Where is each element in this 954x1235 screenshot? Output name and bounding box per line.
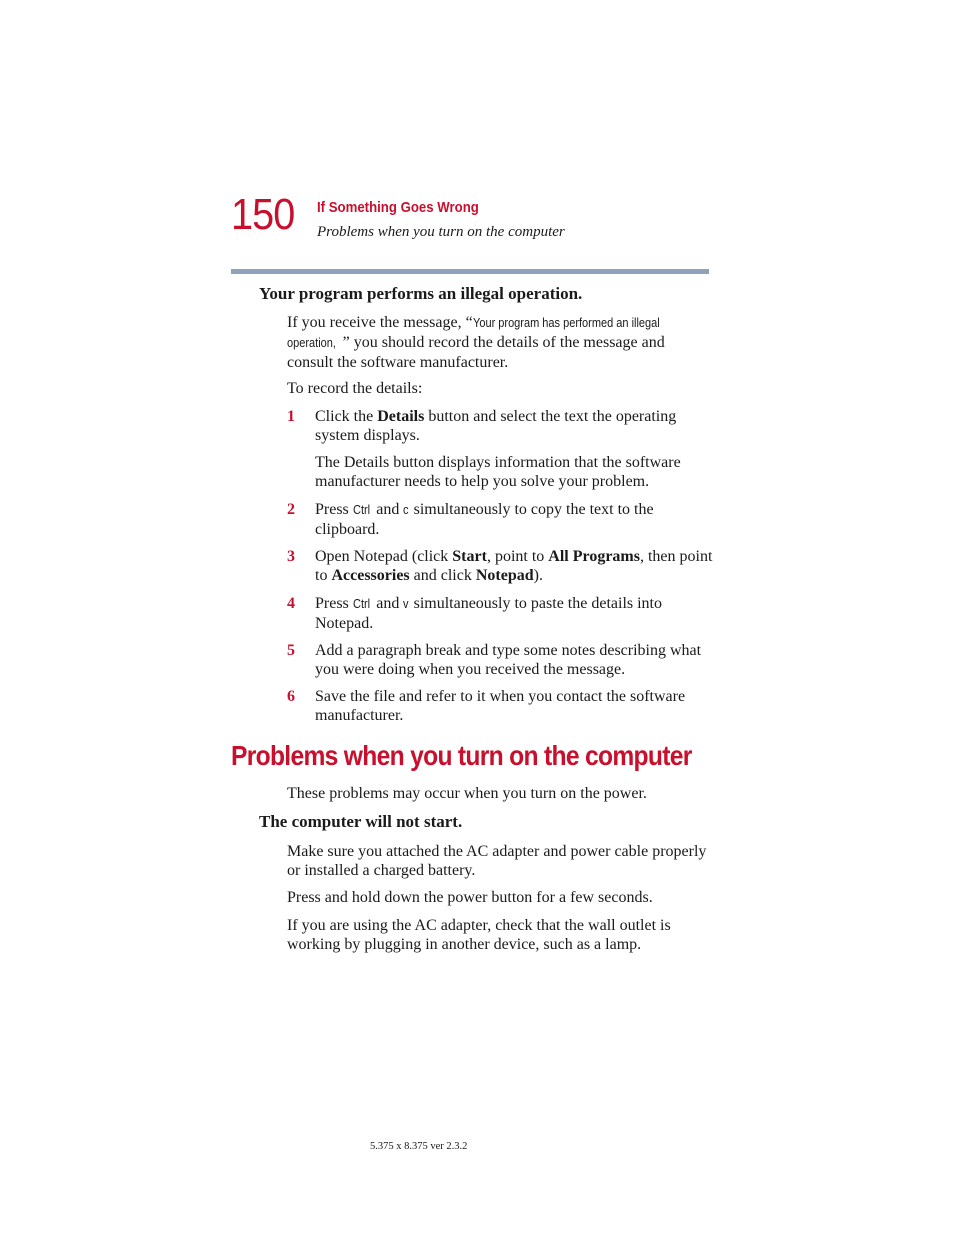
step-text: Add a paragraph break and type some notes describing what you were doing when you received the message. [315,642,702,678]
paragraph-ac-adapter: Make sure you attached the AC adapter and power cable properly or installed a charged battery. [287,843,707,879]
step-note: The Details button displays information that the software manufacturer needs to help you solve your problem. [315,454,681,490]
step-number: 3 [287,548,295,565]
step-text: Press Ctrl and c simultaneously to copy the text to the clipboard. [315,501,654,538]
record-details-text: To record the details: [287,380,423,397]
step-number: 2 [287,501,295,518]
paragraph-power-button: Press and hold down the power button for a few seconds. [287,889,653,906]
key-v: v [403,597,409,611]
step-text: Press Ctrl and v simultaneously to paste the details into Notepad. [315,595,662,632]
message-text-2: operation, [287,336,336,350]
message-text-1: Your program has performed an illegal [472,316,660,330]
footer-version: 5.375 x 8.375 ver 2.3.2 [370,1141,468,1152]
step-text: Open Notepad (click Start, point to All Programs, then point to Accessories and click Notepad). [315,548,713,584]
header-rule [231,269,709,274]
chapter-title: If Something Goes Wrong [317,199,479,216]
computer-not-start-heading: The computer will not start. [259,812,463,831]
step-number: 4 [287,595,295,612]
step-text: Save the file and refer to it when you contact the software manufacturer. [315,688,686,724]
key-ctrl: Ctrl [352,503,370,517]
step-number: 6 [287,688,295,705]
key-c: c [403,503,409,517]
section-heading: Problems when you turn on the computer [231,740,692,771]
illegal-operation-intro: If you receive the message, “Your program has performed an illegal operation, ” you should record the details of the message and consult the software manufacturer. [287,314,665,371]
step-number: 5 [287,642,295,659]
section-subtitle: Problems when you turn on the computer [317,224,565,240]
illegal-operation-heading: Your program performs an illegal operation. [259,284,583,303]
step-number: 1 [287,408,295,425]
problems-intro: These problems may occur when you turn on the power. [287,785,647,802]
step-text: Click the Details button and select the text the operating system displays. [315,408,677,444]
paragraph-wall-outlet: If you are using the AC adapter, check that the wall outlet is working by plugging in another device, such as a lamp. [287,917,671,953]
page-number: 150 [231,190,295,239]
key-ctrl: Ctrl [352,597,370,611]
